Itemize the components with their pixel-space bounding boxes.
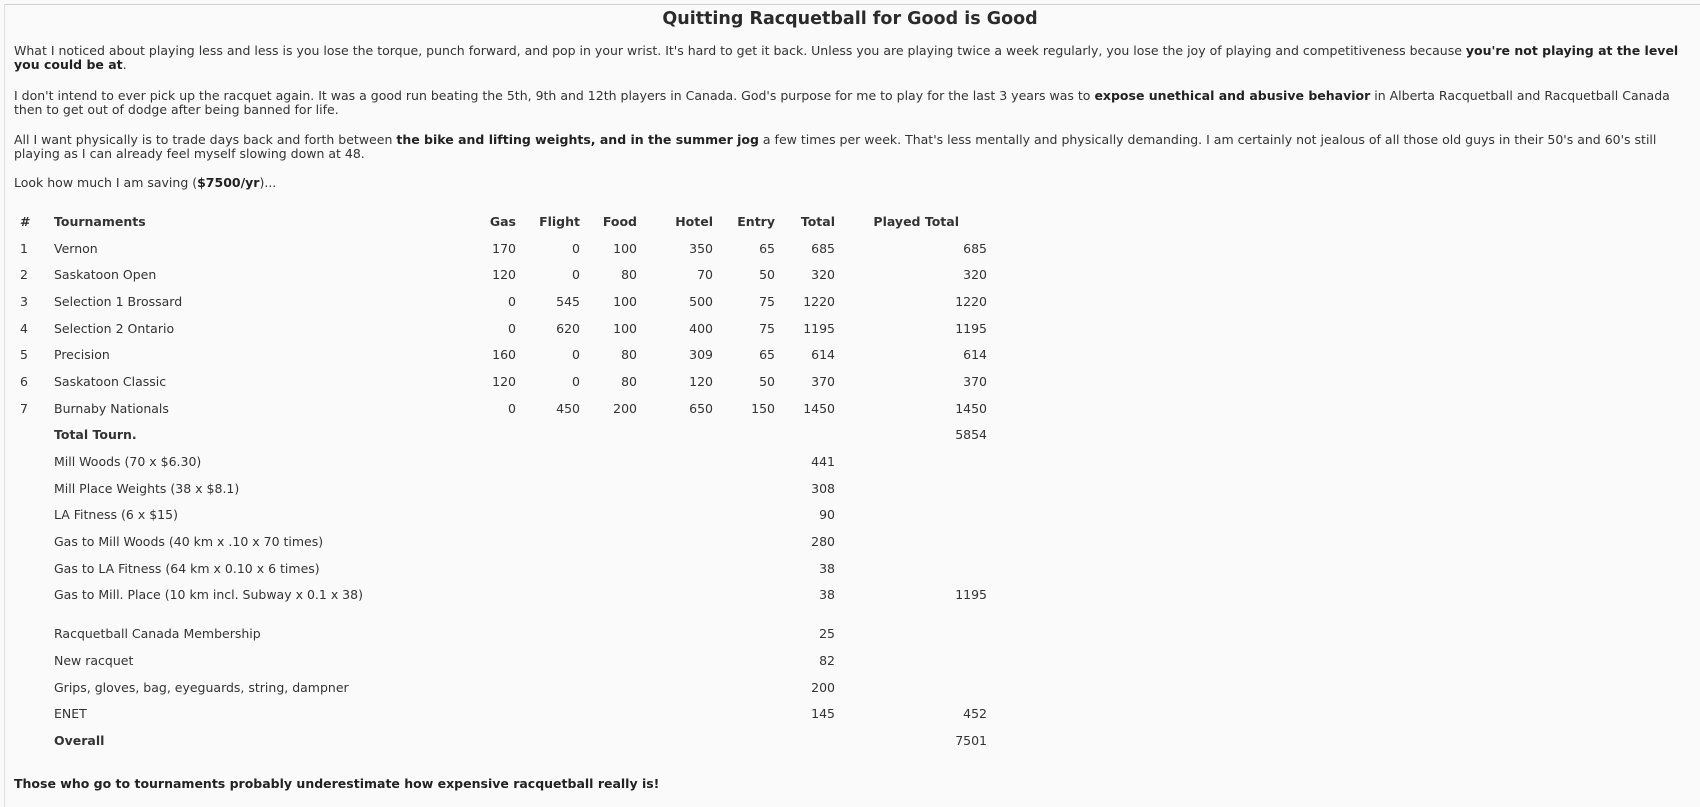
played-total-cell: 1195: [955, 320, 987, 336]
header-total: Total: [800, 213, 835, 229]
hotel-cell: 400: [689, 320, 713, 336]
flight-cell: 0: [572, 240, 580, 256]
total-cell: 200: [811, 679, 835, 695]
training-item-name: Mill Woods (70 x $6.30): [54, 454, 202, 470]
total-cell: 82: [819, 652, 835, 668]
food-cell: 100: [613, 240, 637, 256]
paragraph-2: [14, 89, 1699, 117]
total-cell: 370: [811, 373, 835, 389]
header-number: #: [20, 213, 31, 229]
empty-cell: [14, 674, 54, 701]
entry-cell: 75: [759, 320, 775, 336]
table-header-row: [14, 208, 987, 235]
empty-cell: [14, 700, 54, 727]
table-row: [14, 235, 987, 262]
footer-note: Those who go to tournaments probably underestimate how expensive racquetball really is!: [14, 776, 660, 791]
table-row: [14, 647, 987, 674]
tournament-name: Saskatoon Classic: [54, 373, 167, 389]
para2-bold: expose unethical and abusive behavior: [1094, 88, 1371, 103]
header-entry: Entry: [737, 213, 775, 229]
played-total-cell: [835, 555, 987, 582]
entry-cell: 50: [759, 373, 775, 389]
hotel-cell: 309: [689, 347, 713, 363]
row-number: 3: [20, 293, 28, 309]
total-cell: 25: [819, 626, 835, 642]
played-total-cell: [835, 448, 987, 475]
header-flight: Flight: [539, 213, 580, 229]
table-row: [14, 582, 987, 609]
tournament-name: Saskatoon Open: [54, 267, 157, 283]
para4-end: )...: [259, 175, 277, 190]
equipment-item-name: Racquetball Canada Membership: [54, 626, 261, 642]
played-total-cell: [835, 674, 987, 701]
empty-cell: [14, 502, 54, 529]
tournament-name: Burnaby Nationals: [54, 400, 169, 416]
header-food: Food: [602, 213, 637, 229]
food-cell: 100: [613, 293, 637, 309]
table-row: [14, 368, 987, 395]
para1-text: What I noticed about playing less and less is you lose the torque, punch forward, and pop in your wrist. It's hard to get it back. Unless you are playing twice a week regularly, you lose the joy of playing and competitiveness because: [14, 43, 1466, 58]
total-cell: 38: [819, 560, 835, 576]
empty-cell: [14, 647, 54, 674]
empty-cell: [468, 422, 835, 449]
table-row: [14, 395, 987, 422]
para2-end: in Alberta Racquetball and Racquetball Canada then to get out of dodge after being banned for life.: [14, 88, 1670, 117]
training-item-name: Mill Place Weights (38 x $8.1): [54, 480, 240, 496]
equipment-item-name: New racquet: [54, 652, 134, 668]
table-row: [14, 700, 987, 727]
table-row: [14, 261, 987, 288]
hotel-cell: 70: [697, 267, 713, 283]
food-cell: 80: [621, 373, 637, 389]
header-tournaments: Tournaments: [54, 213, 146, 229]
gas-cell: 0: [508, 320, 516, 336]
total-cell: 1450: [803, 400, 835, 416]
left-border: [4, 4, 5, 807]
gas-cell: 0: [508, 400, 516, 416]
header-played-total: Played Total: [873, 213, 959, 229]
empty-cell: [468, 674, 775, 701]
total-cell: 1195: [803, 320, 835, 336]
empty-cell: [468, 647, 775, 674]
total-cell: 38: [819, 587, 835, 603]
played-total-cell: 452: [963, 706, 987, 722]
total-cell: 308: [811, 480, 835, 496]
para3-end: a few times per week. That's less mentally and physically demanding. I am certainly not jealous of all those old guys in their 50's and 60's still playing as I can already feel myself slowing down at 48.: [14, 132, 1657, 161]
cost-table: [14, 208, 987, 754]
played-total-cell: 320: [963, 267, 987, 283]
table-row: [14, 528, 987, 555]
hotel-cell: 650: [689, 400, 713, 416]
total-cell: 145: [811, 706, 835, 722]
total-cell: 614: [811, 347, 835, 363]
played-total-cell: 1195: [955, 587, 987, 603]
table-row: [14, 475, 987, 502]
row-number: 7: [20, 400, 28, 416]
row-number: 1: [20, 240, 28, 256]
entry-cell: 150: [751, 400, 775, 416]
paragraph-1: [14, 44, 1699, 72]
hotel-cell: 350: [689, 240, 713, 256]
empty-cell: [14, 448, 54, 475]
para1-end: .: [122, 57, 127, 72]
played-total-cell: [835, 502, 987, 529]
empty-cell: [14, 620, 54, 647]
table-row: [14, 341, 987, 368]
total-cell: 685: [811, 240, 835, 256]
total-cell: 441: [811, 454, 835, 470]
played-total-cell: 614: [963, 347, 987, 363]
training-item-name: Gas to Mill Woods (40 km x .10 x 70 times): [54, 534, 324, 550]
played-total-cell: [835, 528, 987, 555]
tournament-name: Precision: [54, 347, 110, 363]
empty-cell: [14, 608, 987, 620]
food-cell: 100: [613, 320, 637, 336]
flight-cell: 620: [556, 320, 580, 336]
hotel-cell: 500: [689, 293, 713, 309]
food-cell: 200: [613, 400, 637, 416]
food-cell: 80: [621, 267, 637, 283]
row-number: 6: [20, 373, 28, 389]
played-total-cell: 370: [963, 373, 987, 389]
table-row: [14, 288, 987, 315]
para4-bold: $7500/yr: [197, 175, 260, 190]
flight-cell: 0: [572, 373, 580, 389]
played-total-cell: 1220: [955, 293, 987, 309]
overall-label: Overall: [54, 732, 105, 748]
row-number: 4: [20, 320, 28, 336]
para3-bold: the bike and lifting weights, and in the summer jog: [396, 132, 759, 147]
total-cell: 280: [811, 534, 835, 550]
empty-cell: [468, 700, 775, 727]
empty-cell: [468, 528, 775, 555]
paragraph-3: [14, 133, 1699, 161]
para3-text: All I want physically is to trade days back and forth between: [14, 132, 397, 147]
empty-cell: [468, 555, 775, 582]
flight-cell: 545: [556, 293, 580, 309]
empty-cell: [14, 475, 54, 502]
total-tournaments-row: [14, 422, 987, 449]
empty-cell: [468, 475, 775, 502]
table-row: [14, 555, 987, 582]
para2-text: I don't intend to ever pick up the racquet again. It was a good run beating the 5th, 9th and 12th players in Canada. God's purpose for me to play for the last 3 years was to: [14, 88, 1095, 103]
gas-cell: 120: [492, 267, 516, 283]
empty-cell: [468, 620, 775, 647]
played-total-cell: [835, 475, 987, 502]
empty-cell: [468, 502, 775, 529]
played-total-cell: [835, 620, 987, 647]
empty-cell: [14, 555, 54, 582]
tournament-name: Selection 1 Brossard: [54, 293, 183, 309]
row-number: 2: [20, 267, 28, 283]
header-hotel: Hotel: [675, 213, 713, 229]
page-title: Quitting Racquetball for Good is Good: [662, 9, 1038, 29]
para4-text: Look how much I am saving (: [14, 175, 198, 190]
gas-cell: 0: [508, 293, 516, 309]
training-item-name: Gas to LA Fitness (64 km x 0.10 x 6 times): [54, 560, 320, 576]
tournament-name: Vernon: [54, 240, 98, 256]
total-tourn-label: Total Tourn.: [54, 427, 137, 443]
hotel-cell: 120: [689, 373, 713, 389]
tournament-name: Selection 2 Ontario: [54, 320, 175, 336]
entry-cell: 50: [759, 267, 775, 283]
table-row: [14, 502, 987, 529]
food-cell: 80: [621, 347, 637, 363]
total-cell: 320: [811, 267, 835, 283]
header-gas: Gas: [489, 213, 516, 229]
flight-cell: 0: [572, 267, 580, 283]
paragraph-4: [14, 176, 1699, 190]
total-cell: 90: [819, 507, 835, 523]
equipment-item-name: ENET: [54, 706, 87, 722]
empty-cell: [14, 422, 54, 449]
table-row: [14, 448, 987, 475]
total-cell: 1220: [803, 293, 835, 309]
empty-cell: [14, 528, 54, 555]
empty-cell: [14, 727, 54, 754]
gas-cell: 170: [492, 240, 516, 256]
entry-cell: 75: [759, 293, 775, 309]
entry-cell: 65: [759, 347, 775, 363]
overall-row: [14, 727, 987, 754]
played-total-cell: [835, 647, 987, 674]
empty-cell: [14, 582, 54, 609]
row-number: 5: [20, 347, 28, 363]
overall-value: 7501: [955, 732, 987, 748]
played-total-cell: 685: [963, 240, 987, 256]
empty-cell: [468, 582, 775, 609]
total-tourn-value: 5854: [955, 427, 987, 443]
played-total-cell: 1450: [955, 400, 987, 416]
entry-cell: 65: [759, 240, 775, 256]
spacer-row: [14, 608, 987, 620]
gas-cell: 120: [492, 373, 516, 389]
table-row: [14, 674, 987, 701]
flight-cell: 0: [572, 347, 580, 363]
training-item-name: Gas to Mill. Place (10 km incl. Subway x 0.1 x 38): [54, 587, 363, 603]
flight-cell: 450: [556, 400, 580, 416]
equipment-item-name: Grips, gloves, bag, eyeguards, string, dampner: [54, 679, 349, 695]
table-row: [14, 620, 987, 647]
top-divider: [4, 4, 1700, 5]
table-row: [14, 315, 987, 342]
empty-cell: [468, 727, 835, 754]
training-item-name: LA Fitness (6 x $15): [54, 507, 178, 523]
gas-cell: 160: [492, 347, 516, 363]
para1-bold: you're not playing at the level you could be at: [14, 43, 1679, 72]
empty-cell: [468, 448, 775, 475]
